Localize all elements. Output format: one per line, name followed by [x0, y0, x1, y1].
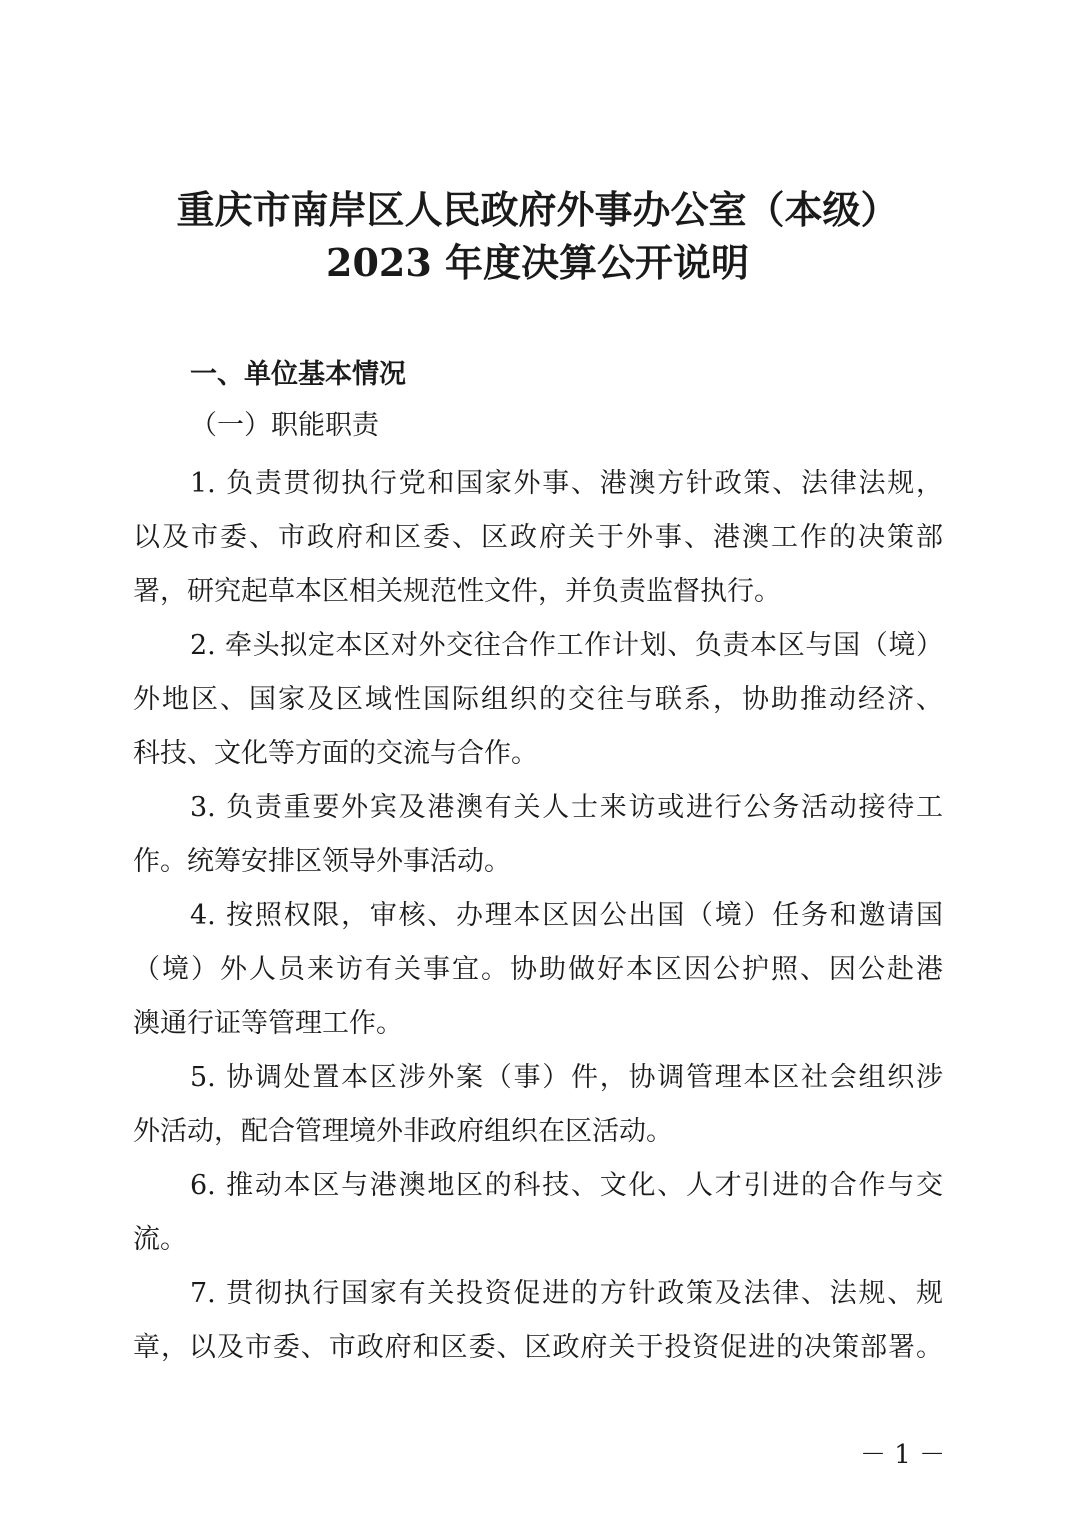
paragraph-line: 7. 贯彻执行国家有关投资促进的方针政策及法律、法规、规	[190, 1278, 943, 1309]
paragraph-line: 5. 协调处置本区涉外案（事）件，协调管理本区社会组织涉	[190, 1062, 943, 1093]
section-heading: 一、单位基本情况	[190, 359, 406, 390]
paragraph-line: 外地区、国家及区域性国际组织的交往与联系，协助推动经济、	[133, 684, 943, 715]
paragraph-line: 澳通行证等管理工作。	[133, 1008, 403, 1039]
paragraph-duty-2	[133, 619, 943, 781]
sub-heading: （一）职能职责	[190, 410, 379, 441]
paragraph-line: 1. 负责贯彻执行党和国家外事、港澳方针政策、法律法规，	[190, 468, 943, 499]
page-number: － 1 －	[860, 1440, 946, 1470]
paragraph-duty-6	[133, 1159, 943, 1267]
paragraph-duty-1	[133, 457, 943, 619]
document-title-line-1: 重庆市南岸区人民政府外事办公室（本级）	[176, 187, 899, 232]
paragraph-line: 外活动，配合管理境外非政府组织在区活动。	[133, 1116, 673, 1147]
paragraph-line: 以及市委、市政府和区委、区政府关于外事、港澳工作的决策部	[133, 522, 943, 553]
paragraph-line: 流。	[133, 1224, 187, 1255]
paragraph-duty-7	[133, 1267, 943, 1375]
paragraph-line: （境）外人员来访有关事宜。协助做好本区因公护照、因公赴港	[133, 954, 943, 985]
paragraph-line: 4. 按照权限，审核、办理本区因公出国（境）任务和邀请国	[190, 900, 943, 931]
paragraph-line: 2. 牵头拟定本区对外交往合作工作计划、负责本区与国（境）	[190, 630, 943, 661]
paragraph-line: 章，以及市委、市政府和区委、区政府关于投资促进的决策部署。	[133, 1332, 943, 1363]
paragraph-line: 6. 推动本区与港澳地区的科技、文化、人才引进的合作与交	[190, 1170, 943, 1201]
paragraph-duty-5	[133, 1051, 943, 1159]
paragraph-duty-3	[133, 781, 943, 889]
paragraph-line: 科技、文化等方面的交流与合作。	[133, 738, 538, 769]
paragraph-line: 3. 负责重要外宾及港澳有关人士来访或进行公务活动接待工	[190, 792, 943, 823]
paragraph-line: 署，研究起草本区相关规范性文件，并负责监督执行。	[133, 576, 781, 607]
paragraph-duty-4	[133, 889, 943, 1051]
paragraph-line: 作。统筹安排区领导外事活动。	[133, 846, 511, 877]
document-title-line-2: 2023 年度决算公开说明	[326, 240, 749, 285]
